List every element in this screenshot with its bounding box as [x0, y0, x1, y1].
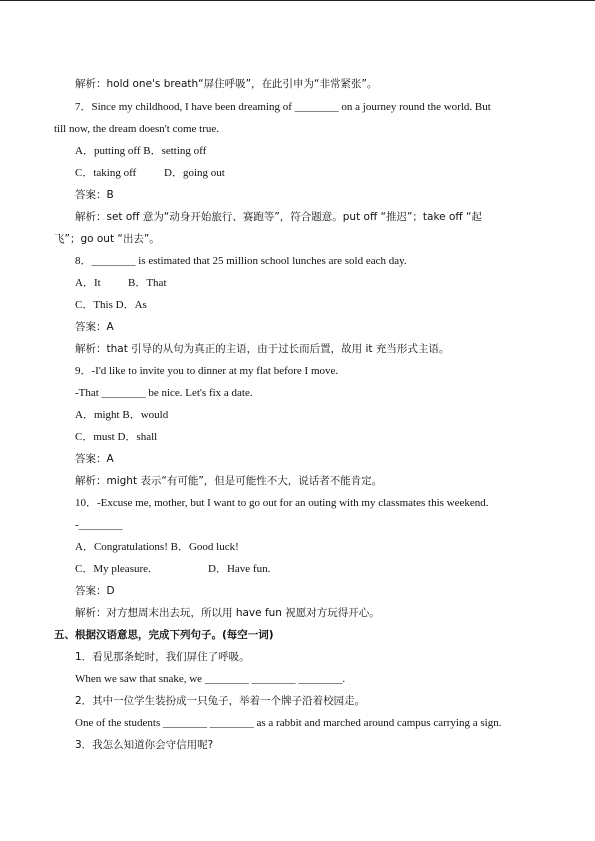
- question-9-stem: 9．-I'd like to invite you to dinner at my flat before I move.: [75, 365, 339, 377]
- question-8-stem: 8．________ is estimated that 25 million school lunches are sold each day.: [75, 255, 407, 267]
- question-10-reply: -________: [75, 519, 123, 531]
- question-7-stem: 7．Since my childhood, I have been dreaming of ________ on a journey round the world. But: [75, 101, 491, 113]
- translation-item-1-chinese: 1．看见那条蛇时，我们屏住了呼吸。: [75, 651, 250, 663]
- option-b: B．That: [128, 277, 167, 289]
- option-c: C．taking off: [75, 167, 137, 179]
- option-c: C．My pleasure.: [75, 563, 151, 575]
- question-10-options-ab: A．Congratulations! B．Good luck!: [75, 541, 239, 553]
- translation-item-1-english: When we saw that snake, we ________ ________ ________.: [75, 673, 346, 685]
- option-a: A．It: [75, 277, 101, 289]
- explanation-line: 解析：that 引导的从句为真正的主语，由于过长而后置，故用 it 充当形式主语。: [75, 343, 450, 355]
- translation-item-3-chinese: 3．我怎么知道你会守信用呢?: [75, 739, 214, 751]
- top-border-rule: [0, 0, 595, 1]
- question-9-options-cd: C．must D．shall: [75, 431, 158, 443]
- answer-line: 答案：D: [75, 585, 115, 597]
- explanation-line-continued: 飞”；go out “出去”。: [54, 233, 160, 245]
- question-7-options-cd: [75, 166, 225, 180]
- question-10-stem: 10．-Excuse me, mother, but I want to go out for an outing with my classmates this weekend.: [75, 497, 489, 509]
- question-8-options-ab: [75, 276, 167, 290]
- option-d: D．Have fun.: [208, 563, 271, 575]
- question-8-options-cd: C．This D．As: [75, 299, 147, 311]
- translation-item-2-english: One of the students ________ ________ as a rabbit and marched around campus carrying a sign.: [75, 717, 502, 729]
- explanation-line: 解析：hold one's breath“屏住呼吸”，在此引申为“非常紧张”。: [75, 78, 378, 90]
- answer-line: 答案：A: [75, 321, 114, 333]
- question-9-reply: -That ________ be nice. Let's fix a date.: [75, 387, 253, 399]
- translation-item-2-chinese: 2．其中一位学生装扮成一只兔子，举着一个牌子沿着校园走。: [75, 695, 366, 707]
- question-7-stem-continued: till now, the dream doesn't come true.: [54, 123, 219, 135]
- explanation-line: 解析：set off 意为“动身开始旅行、赛跑等”，符合题意。put off “推迟”；take off “起: [75, 211, 482, 223]
- answer-line: 答案：A: [75, 453, 114, 465]
- section-five-heading: 五、根据汉语意思，完成下列句子。(每空一词): [54, 629, 274, 641]
- answer-line: 答案：B: [75, 189, 114, 201]
- explanation-line: 解析：对方想周末出去玩，所以用 have fun 祝愿对方玩得开心。: [75, 607, 380, 619]
- option-d: D．going out: [164, 167, 225, 179]
- explanation-line: 解析：might 表示“有可能”，但是可能性不大，说话者不能肯定。: [75, 475, 383, 487]
- question-9-options-ab: A．might B．would: [75, 409, 169, 421]
- question-10-options-cd: [75, 562, 271, 576]
- question-7-options-ab: A．putting off B．setting off: [75, 145, 207, 157]
